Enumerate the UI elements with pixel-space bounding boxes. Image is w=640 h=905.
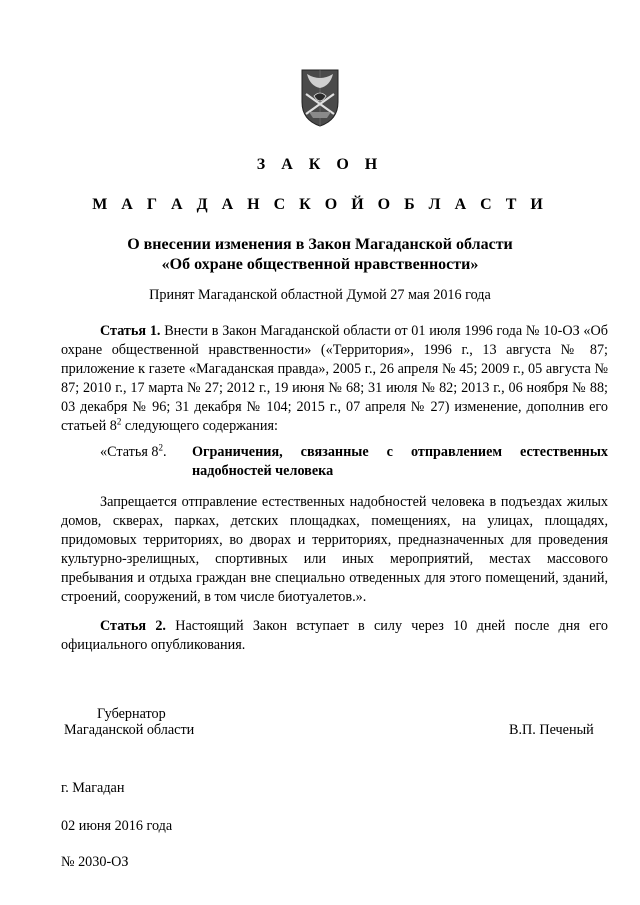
region-heading: М А Г А Д А Н С К О Й О Б Л А С Т И bbox=[92, 196, 548, 213]
signer-position-line-2: Магаданской области bbox=[64, 722, 195, 738]
signer-name: В.П. Печеный bbox=[509, 722, 594, 738]
new-article-label bbox=[100, 443, 167, 462]
law-subtitle-line-1: О внесении изменения в Закон Магаданской области bbox=[127, 236, 513, 253]
article-2-paragraph bbox=[61, 617, 608, 655]
new-article-superscript: 2 bbox=[158, 442, 164, 453]
document-type-heading: З А К О Н bbox=[256, 156, 384, 173]
signer-position-line-1: Губернатор bbox=[97, 706, 166, 722]
new-article-label-end: . bbox=[163, 444, 167, 460]
article-1-superscript: 2 bbox=[116, 416, 122, 427]
acceptance-line: Принят Магаданской областной Думой 27 мая 2016 года bbox=[149, 287, 491, 303]
article-1-label: Статья 1. bbox=[100, 323, 161, 339]
new-article-title: Ограничения, связанные с отправлением естественных надобностей человека bbox=[192, 444, 608, 479]
signing-date: 02 июня 2016 года bbox=[61, 818, 173, 834]
article-1-text-end: следующего содержания: bbox=[121, 418, 278, 434]
article-2-text: Настоящий Закон вступает в силу через 10 дней после дня его официального опубликования. bbox=[61, 618, 609, 653]
article-1-text: Внести в Закон Магаданской области от 01 июля 1996 года № 10-ОЗ «Об охране общественной нравственности» («Территория», 1996 г., 13 августа № 87; приложение к газете «Магаданская правда», 2005 г., 26 апреля № 45; 2009 г., 05 августа № 87; 2010 г., 17 марта № 27; 2012 г., 19 июня № 68; 31 июля № 82; 2013 г., 06 ноября № 88; 03 декабря № 96; 31 декабря № 104; 2015 г., 07 апреля № 27) изменение, дополнив его статьей 8 bbox=[61, 323, 608, 434]
law-subtitle-line-2: «Об охране общественной нравственности» bbox=[161, 256, 479, 273]
law-number: № 2030-ОЗ bbox=[61, 854, 129, 870]
article-2-label: Статья 2. bbox=[100, 618, 166, 634]
article-1-paragraph bbox=[61, 322, 608, 436]
signing-city: г. Магадан bbox=[61, 780, 125, 796]
new-article-label-text: «Статья 8 bbox=[100, 444, 159, 460]
law-subtitle bbox=[0, 235, 640, 275]
magadan-region-coat-of-arms-icon bbox=[300, 68, 340, 128]
new-article-body: Запрещается отправление естественных надобностей человека в подъездах жилых домов, скверах, парках, детских площадках, помещениях, на улицах, площадях, придомовых территориях, во дворах и территориях, предназначенных для проведения культурно-зрелищных, спортивных или иных мероприятий, местах массового пребывания и отдыха граждан вне специально отведенных для этого помещений, зданий, строений, сооружений, в том числе биотуалетов.». bbox=[61, 494, 608, 605]
